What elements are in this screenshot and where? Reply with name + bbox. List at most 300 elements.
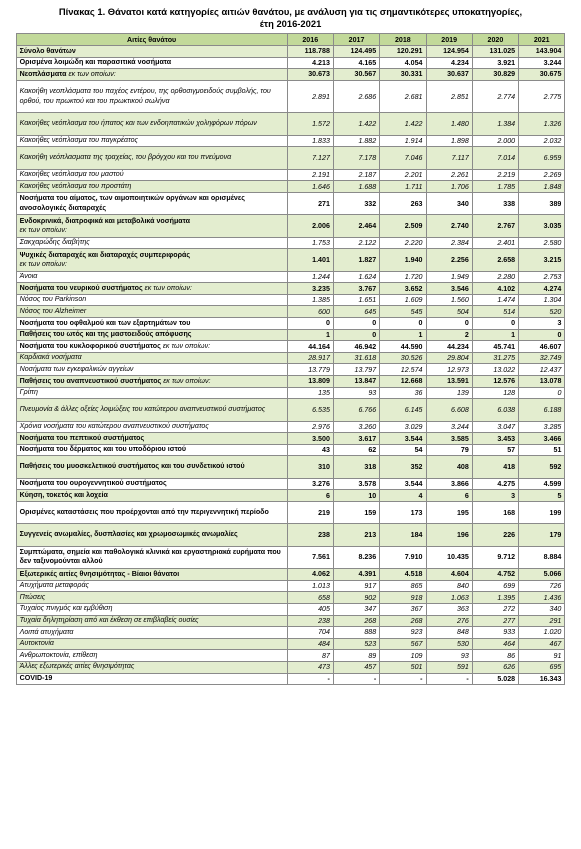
table-row [16,546,565,568]
value-cell: 12.973 [426,364,472,376]
cause-label: Παθήσεις του αναπνευστικού συστήματος [19,376,162,385]
value-cell: 1.326 [519,113,565,135]
value-cell: 4.604 [426,569,472,581]
table-row [16,569,565,581]
value-cell: 4.752 [472,569,518,581]
value-cell: 43 [287,444,333,456]
value-cell: 226 [472,524,518,546]
cause-label-cell [16,376,287,388]
cause-label-cell [16,615,287,627]
cause-label: Κακοήθη νεόπλασματα της τραχείας, του βρόγχου και του πνεύμονα [19,153,232,162]
value-cell: 3.500 [287,433,333,445]
value-cell: 5.028 [472,673,518,685]
value-cell: 2 [426,329,472,341]
value-cell: 1.882 [333,135,379,147]
value-cell: 3.544 [380,433,426,445]
cause-label: Ατυχήματα μεταφοράς [19,581,89,590]
table-row [16,57,565,69]
table-row [16,661,565,673]
header-year: 2017 [333,34,379,46]
value-cell: 28.917 [287,352,333,364]
value-cell: 1.422 [333,113,379,135]
value-cell: 645 [333,306,379,318]
value-cell: 1.384 [472,113,518,135]
value-cell: 1.609 [380,294,426,306]
value-cell: 318 [333,456,379,478]
table-title [0,0,581,30]
value-cell: 277 [472,615,518,627]
value-cell: 2.219 [472,169,518,181]
value-cell: 2.201 [380,169,426,181]
cause-label-cell [16,603,287,615]
value-cell: 30.675 [519,69,565,81]
value-cell: 31.618 [333,352,379,364]
cause-label: Πτώσεις [19,592,46,601]
cause-label: Νόσος του Alzheimer [19,307,87,316]
value-cell: 3.029 [380,421,426,433]
table-row [16,387,565,399]
cause-label-cell [16,478,287,490]
cause-label: Νοσήματα του δέρματος και του υποδόριου ιστού [19,445,187,454]
value-cell: 9.712 [472,546,518,568]
value-cell: 2.509 [380,215,426,237]
value-cell: 592 [519,456,565,478]
table-row [16,524,565,546]
value-cell: 1.898 [426,135,472,147]
cause-label-cell [16,490,287,502]
cause-label-cell [16,113,287,135]
value-cell: 3.544 [380,478,426,490]
table-row [16,113,565,135]
value-cell: 338 [472,192,518,214]
table-body [16,46,565,685]
value-cell: 8.884 [519,546,565,568]
value-cell: 0 [287,318,333,330]
value-cell: 3.244 [426,421,472,433]
table-row [16,364,565,376]
cause-label: Νοσήματα του ουρογεννητικού συστήματος [19,479,167,488]
cause-label: Κύηση, τοκετός και λοχεία [19,490,108,499]
cause-label: Άνοια [19,272,38,281]
cause-label: Παθήσεις του μυοσκελετικού συστήματος και του συνδετικού ιστού [19,462,245,471]
value-cell: 591 [426,661,472,673]
cause-label: Νεοπλάσματα [19,69,67,78]
table-row [16,237,565,249]
value-cell: 1.706 [426,181,472,193]
value-cell: 2.774 [472,80,518,113]
value-cell: 457 [333,661,379,673]
value-cell: 6 [287,490,333,502]
cause-label: Νόσος του Parkinson [19,295,87,304]
cause-label: Σύνολο θανάτων [19,46,76,55]
header-row [16,34,565,46]
cause-label-cell [16,387,287,399]
cause-label-cell [16,306,287,318]
cause-label-cell [16,627,287,639]
table-row [16,318,565,330]
causes-of-death-table [16,33,566,685]
value-cell: 933 [472,627,518,639]
cause-label: Παθήσεις του ωτός και της μαστοειδούς απόφυσης [19,330,192,339]
value-cell: 2.000 [472,135,518,147]
value-cell: 545 [380,306,426,318]
value-cell: 1.827 [333,249,379,271]
table-row [16,215,565,237]
value-cell: 2.006 [287,215,333,237]
value-cell: 0 [519,329,565,341]
value-cell: 2.976 [287,421,333,433]
cause-label-cell [16,283,287,295]
value-cell: 2.464 [333,215,379,237]
cause-label-cell [16,501,287,523]
value-cell: 268 [380,615,426,627]
value-cell: 848 [426,627,472,639]
cause-label-cell [16,80,287,113]
value-cell: 30.567 [333,69,379,81]
table-row [16,169,565,181]
value-cell: 1.395 [472,592,518,604]
value-cell: 12.574 [380,364,426,376]
value-cell: 57 [472,444,518,456]
cause-label-suffix: εκ των οποίων: [66,69,116,78]
value-cell: 467 [519,638,565,650]
value-cell: 658 [287,592,333,604]
value-cell: 923 [380,627,426,639]
cause-label-suffix: εκ των οποίων: [19,226,67,235]
value-cell: 4.102 [472,283,518,295]
value-cell: 3.921 [472,57,518,69]
table-row [16,283,565,295]
value-cell: 131.025 [472,46,518,58]
cause-label: Νοσήματα του οφθαλμού και των εξαρτημάτων του [19,318,191,327]
value-cell: 6.535 [287,399,333,421]
value-cell: 626 [472,661,518,673]
table-title-line-1: Πίνακας 1. Θάνατοι κατά κατηγορίες αιτιών θανάτου, με ανάλυση για τις σημαντικότερες υποκατηγορίες, [58,6,523,17]
value-cell: 1.651 [333,294,379,306]
value-cell: 2.256 [426,249,472,271]
cause-label-cell [16,592,287,604]
table-row [16,329,565,341]
value-cell: 695 [519,661,565,673]
cause-label: Συμπτώματα, σημεία και παθολογικά κλινικά και εργαστηριακά ευρήματα που δεν ταξινομούνται αλλού [19,547,281,566]
value-cell: 3.260 [333,421,379,433]
cause-label-cell [16,46,287,58]
table-row [16,490,565,502]
value-cell: 310 [287,456,333,478]
table-row [16,249,565,271]
table-row [16,456,565,478]
table-row [16,306,565,318]
value-cell: 30.331 [380,69,426,81]
value-cell: 1.624 [333,271,379,283]
value-cell: 7.178 [333,147,379,169]
value-cell: 1.940 [380,249,426,271]
value-cell: 2.891 [287,80,333,113]
value-cell: 6.608 [426,399,472,421]
value-cell: 3.466 [519,433,565,445]
value-cell: 2.122 [333,237,379,249]
cause-label-cell [16,433,287,445]
value-cell: 3.866 [426,478,472,490]
cause-label: Άλλες εξωτερικές αιτίες θνησιμότητας [19,662,135,671]
table-row [16,444,565,456]
header-cause: Αιτίες θανάτου [16,34,287,46]
value-cell: 13.591 [426,376,472,388]
value-cell: 10.435 [426,546,472,568]
value-cell: 2.191 [287,169,333,181]
value-cell: 4.054 [380,57,426,69]
cause-label-cell [16,294,287,306]
value-cell: 3.285 [519,421,565,433]
value-cell: 213 [333,524,379,546]
value-cell: 1.688 [333,181,379,193]
value-cell: 271 [287,192,333,214]
cause-label: Εξωτερικές αιτίες θνησιμότητας - Βίαιοι θάνατοι [19,569,180,578]
table-row [16,80,565,113]
value-cell: 865 [380,580,426,592]
cause-label: Ενδοκρινικά, διατροφικά και μεταβολικά νοσήματα [19,216,190,225]
value-cell: 917 [333,580,379,592]
header-year: 2021 [519,34,565,46]
value-cell: 3.453 [472,433,518,445]
cause-label: Αυτοκτονία [19,639,54,648]
value-cell: 3.652 [380,283,426,295]
cause-label-cell [16,661,287,673]
value-cell: - [380,673,426,685]
value-cell: 36 [380,387,426,399]
value-cell: 4.274 [519,283,565,295]
value-cell: 600 [287,306,333,318]
value-cell: 0 [426,318,472,330]
value-cell: 2.401 [472,237,518,249]
value-cell: 12.668 [380,376,426,388]
value-cell: 13.022 [472,364,518,376]
value-cell: 30.526 [380,352,426,364]
table-row [16,181,565,193]
value-cell: 2.032 [519,135,565,147]
value-cell: 4 [380,490,426,502]
value-cell: 3 [519,318,565,330]
value-cell: 179 [519,524,565,546]
value-cell: 7.014 [472,147,518,169]
value-cell: 1.833 [287,135,333,147]
value-cell: 918 [380,592,426,604]
cause-label: Ανθρωποκτονία, επίθεση [19,650,98,659]
cause-label-cell [16,341,287,353]
cause-label-cell [16,638,287,650]
value-cell: 0 [380,318,426,330]
value-cell: 888 [333,627,379,639]
value-cell: 6.959 [519,147,565,169]
value-cell: 199 [519,501,565,523]
value-cell: 124.954 [426,46,472,58]
cause-label-cell [16,456,287,478]
cause-label-cell [16,271,287,283]
cause-label: Συγγενείς ανωμαλίες, δυσπλασίες και χρωμοσωμικές ανωμαλίες [19,530,238,539]
cause-label: Πνευμονία & άλλες οξείες λοιμώξεις του κατώτερου αναπνευστικού συστήματος [19,405,266,414]
value-cell: 2.269 [519,169,565,181]
cause-label-cell [16,135,287,147]
value-cell: 120.291 [380,46,426,58]
value-cell: 1.785 [472,181,518,193]
value-cell: 2.187 [333,169,379,181]
value-cell: 159 [333,501,379,523]
cause-label: Τυχαίος πνιγμός και εμβύθιση [19,604,113,613]
value-cell: 195 [426,501,472,523]
value-cell: 143.904 [519,46,565,58]
table-row [16,69,565,81]
table-row [16,271,565,283]
value-cell: 1 [472,329,518,341]
value-cell: 567 [380,638,426,650]
value-cell: - [333,673,379,685]
value-cell: 219 [287,501,333,523]
value-cell: 32.749 [519,352,565,364]
cause-label-cell [16,444,287,456]
value-cell: 367 [380,603,426,615]
value-cell: 12.576 [472,376,518,388]
value-cell: 3.546 [426,283,472,295]
table-row [16,376,565,388]
value-cell: 1.848 [519,181,565,193]
value-cell: 4.518 [380,569,426,581]
value-cell: 464 [472,638,518,650]
value-cell: 54 [380,444,426,456]
value-cell: 13.847 [333,376,379,388]
value-cell: 3.276 [287,478,333,490]
value-cell: 501 [380,661,426,673]
cause-label-cell [16,169,287,181]
value-cell: 840 [426,580,472,592]
cause-label-cell [16,57,287,69]
value-cell: 1.013 [287,580,333,592]
value-cell: 5 [519,490,565,502]
cause-label: Σακχαρώδης διαβήτης [19,238,90,247]
value-cell: 1.422 [380,113,426,135]
value-cell: 173 [380,501,426,523]
value-cell: 51 [519,444,565,456]
value-cell: 276 [426,615,472,627]
cause-label: Κακοήθες νεόπλασμα του μαστού [19,170,124,179]
value-cell: 2.686 [333,80,379,113]
value-cell: 62 [333,444,379,456]
table-row [16,352,565,364]
value-cell: 91 [519,650,565,662]
value-cell: 2.261 [426,169,472,181]
cause-label-suffix: εκ των οποίων: [160,341,211,350]
value-cell: 1.720 [380,271,426,283]
value-cell: 12.437 [519,364,565,376]
value-cell: 1.401 [287,249,333,271]
value-cell: 1.020 [519,627,565,639]
value-cell: 7.127 [287,147,333,169]
cause-label: Νοσήματα του νευρικού συστήματος [19,283,143,292]
value-cell: 1.914 [380,135,426,147]
cause-label: Ορισμένες καταστάσεις που προέρχονται από την περιγεννητική περίοδο [19,507,269,516]
cause-label-cell [16,580,287,592]
value-cell: 3.617 [333,433,379,445]
table-row [16,673,565,685]
table-row [16,433,565,445]
table-title-line-2: έτη 2016-2021 [259,18,322,29]
value-cell: 238 [287,615,333,627]
value-cell: 3.035 [519,215,565,237]
value-cell: 2.681 [380,80,426,113]
value-cell: 1 [287,329,333,341]
value-cell: 139 [426,387,472,399]
value-cell: 30.829 [472,69,518,81]
value-cell: 0 [519,387,565,399]
table-row [16,650,565,662]
value-cell: 4.234 [426,57,472,69]
value-cell: 3 [472,490,518,502]
cause-label-cell [16,318,287,330]
value-cell: 1 [380,329,426,341]
table-row [16,46,565,58]
value-cell: 699 [472,580,518,592]
cause-label: Ψυχικές διαταραχές και διαταραχές συμπεριφοράς [19,250,191,259]
cause-label: Καρδιακά νοσήματα [19,353,82,362]
value-cell: 726 [519,580,565,592]
value-cell: 520 [519,306,565,318]
value-cell: 44.590 [380,341,426,353]
header-year: 2020 [472,34,518,46]
value-cell: 0 [333,318,379,330]
cause-label-cell [16,352,287,364]
value-cell: 10 [333,490,379,502]
value-cell: 46.607 [519,341,565,353]
value-cell: 30.637 [426,69,472,81]
value-cell: 13.797 [333,364,379,376]
value-cell: 13.809 [287,376,333,388]
value-cell: 1.304 [519,294,565,306]
value-cell: 1.436 [519,592,565,604]
value-cell: 3.235 [287,283,333,295]
value-cell: 13.078 [519,376,565,388]
value-cell: 418 [472,456,518,478]
cause-label-cell [16,399,287,421]
value-cell: 347 [333,603,379,615]
cause-label: Λοιπά ατυχήματα [19,627,74,636]
value-cell: 168 [472,501,518,523]
value-cell: 7.561 [287,546,333,568]
value-cell: 4.165 [333,57,379,69]
value-cell: 44.234 [426,341,472,353]
value-cell: 6 [426,490,472,502]
cause-label-cell [16,181,287,193]
cause-label-cell [16,569,287,581]
cause-label-suffix: εκ των οποίων: [142,283,192,292]
value-cell: 1.753 [287,237,333,249]
value-cell: 4.062 [287,569,333,581]
cause-label-cell [16,237,287,249]
value-cell: 44.164 [287,341,333,353]
table-row [16,501,565,523]
cause-label: Ορισμένα λοιμώδη και παρασιτικά νοσήματα [19,58,172,67]
cause-label-cell [16,147,287,169]
value-cell: 389 [519,192,565,214]
value-cell: 523 [333,638,379,650]
value-cell: 7.046 [380,147,426,169]
value-cell: 109 [380,650,426,662]
value-cell: 2.580 [519,237,565,249]
cause-label: Κακοήθες νεόπλασμα του προστάτη [19,181,132,190]
cause-label-cell [16,650,287,662]
value-cell: 79 [426,444,472,456]
value-cell: 0 [472,318,518,330]
value-cell: 45.741 [472,341,518,353]
value-cell: 2.851 [426,80,472,113]
